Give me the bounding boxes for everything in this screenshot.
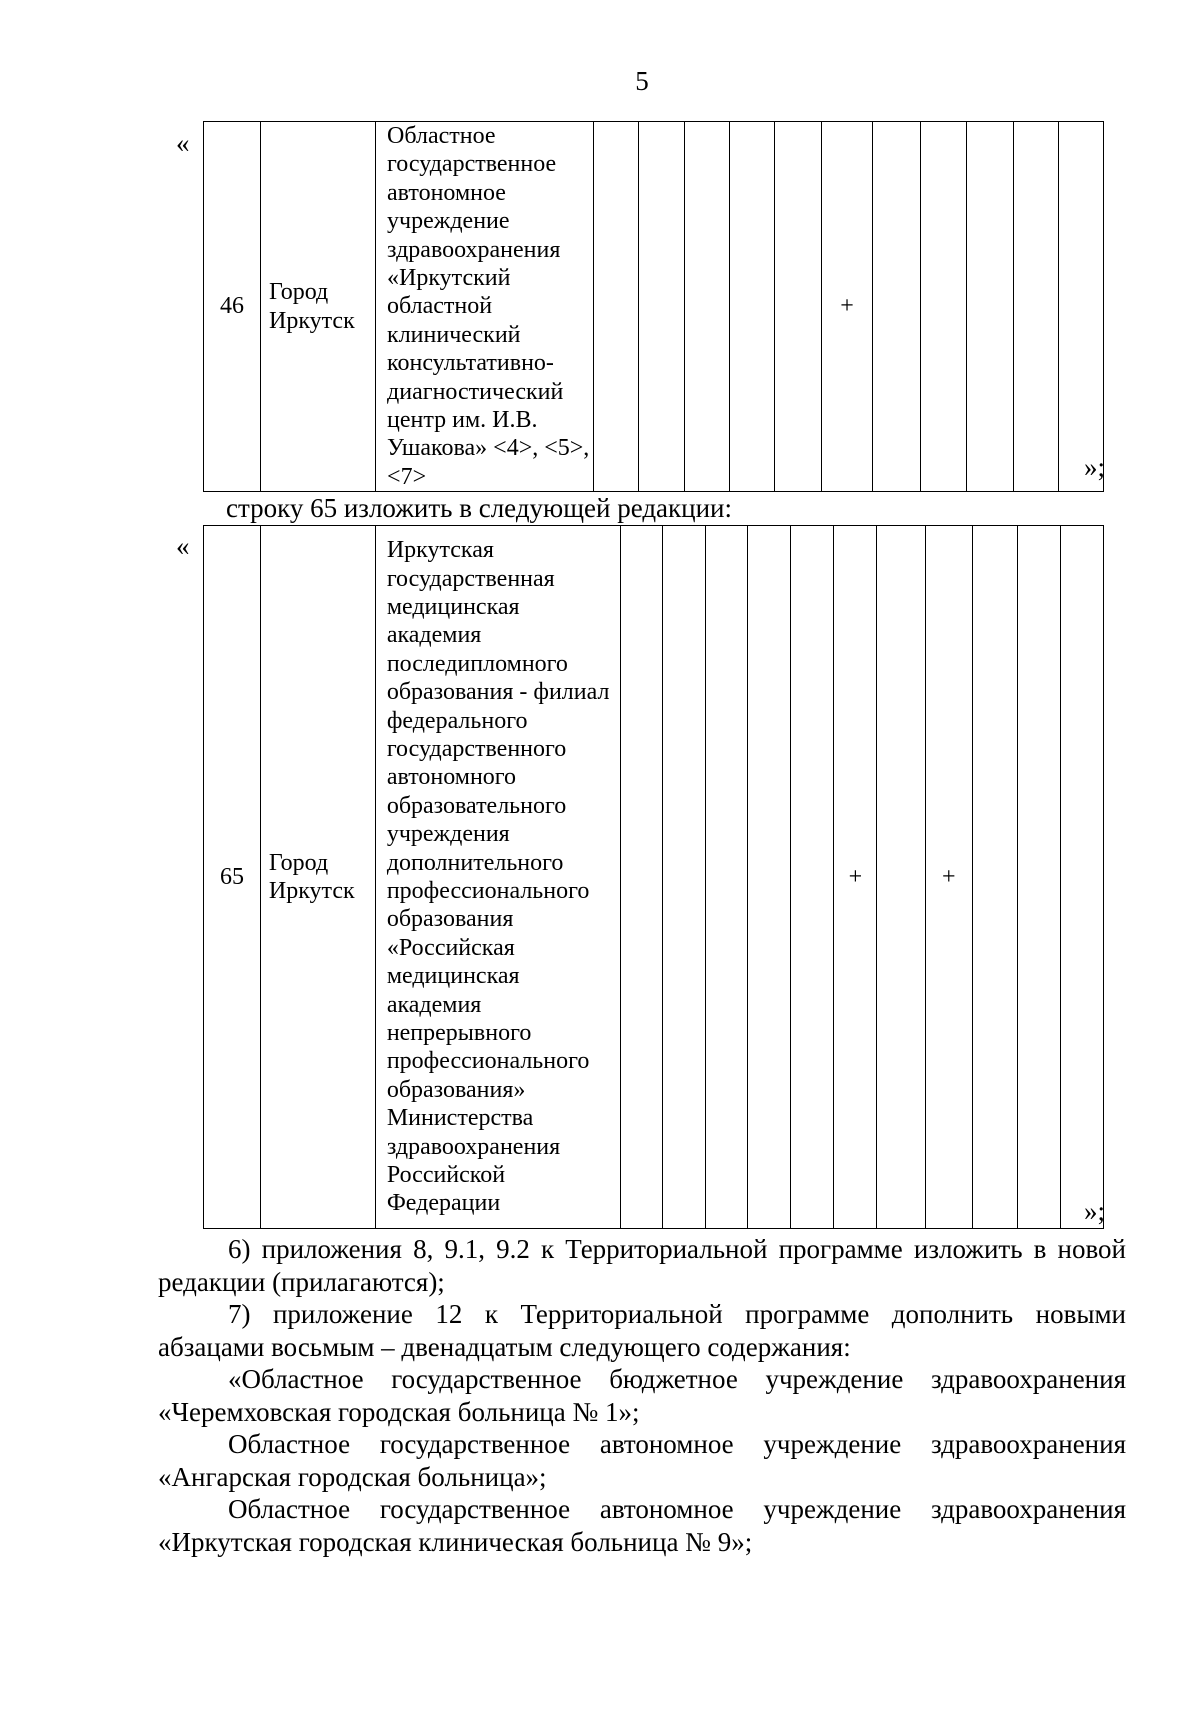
row-number: 46	[204, 122, 261, 492]
mark-cell: +	[834, 526, 877, 1229]
mark-cell: +	[925, 526, 972, 1229]
mark-cell	[705, 526, 748, 1229]
mark-cell	[791, 526, 834, 1229]
institution-cell: Иркутская государственная медицинская академия последипломного образования - филиал федерального государственного автономного образовательного учреждения дополнительного профессионального образования «Российская медицинская академия непрерывного профессионального образования» Министерства здравоохранения Российской Федерации	[375, 526, 620, 1229]
table-row	[204, 122, 1104, 492]
mark-cell	[620, 526, 662, 1229]
mark-cell	[877, 526, 925, 1229]
mark-cell	[1017, 526, 1060, 1229]
paragraph: Областное государственное автономное учреждение здравоохранения «Иркутская городская клиническая больница № 9»;	[158, 1494, 1126, 1557]
mark-cell	[872, 122, 920, 492]
row-65-table	[203, 525, 1104, 1229]
mark-cell	[774, 122, 821, 492]
mark-cell	[684, 122, 729, 492]
lead-in-text: строку 65 изложить в следующей редакции:	[226, 493, 733, 523]
mark-cell	[729, 122, 774, 492]
paragraph: Областное государственное автономное учреждение здравоохранения «Ангарская городская больница»;	[158, 1429, 1126, 1492]
mark-cell	[639, 122, 684, 492]
mark-cell	[972, 526, 1017, 1229]
paragraph: «Областное государственное бюджетное учреждение здравоохранения «Черемховская городская больница № 1»;	[158, 1364, 1126, 1427]
mark-cell	[1058, 122, 1106, 492]
paragraph: 7) приложение 12 к Территориальной программе дополнить новыми абзацами восьмым – двенадцатым следующего содержания:	[158, 1299, 1126, 1362]
city-cell: Город Иркутск	[260, 526, 375, 1229]
row-number: 65	[204, 526, 261, 1229]
open-quote-2: «	[176, 531, 190, 561]
city-cell: Город Иркутск	[260, 122, 375, 492]
mark-cell: +	[822, 122, 873, 492]
mark-cell	[1013, 122, 1058, 492]
paragraph: 6) приложения 8, 9.1, 9.2 к Территориальной программе изложить в новой редакции (прилагаются);	[158, 1234, 1126, 1297]
mark-cell	[748, 526, 791, 1229]
open-quote-1: «	[176, 128, 190, 158]
mark-cell	[662, 526, 705, 1229]
close-quote-1: »;	[1084, 452, 1106, 482]
institution-cell: Областное государственное автономное учреждение здравоохранения «Иркутский областной клинический консультативно-диагностический центр им. И.В. Ушакова» <4>, <5>, <7>	[376, 122, 594, 492]
row-46-table	[203, 121, 1104, 492]
mark-cell	[921, 122, 967, 492]
page-number: 5	[635, 66, 649, 96]
table-row	[204, 526, 1104, 1229]
mark-cell	[1060, 526, 1106, 1229]
mark-cell	[594, 122, 639, 492]
mark-cell	[967, 122, 1013, 492]
close-quote-2: »;	[1084, 1196, 1106, 1226]
